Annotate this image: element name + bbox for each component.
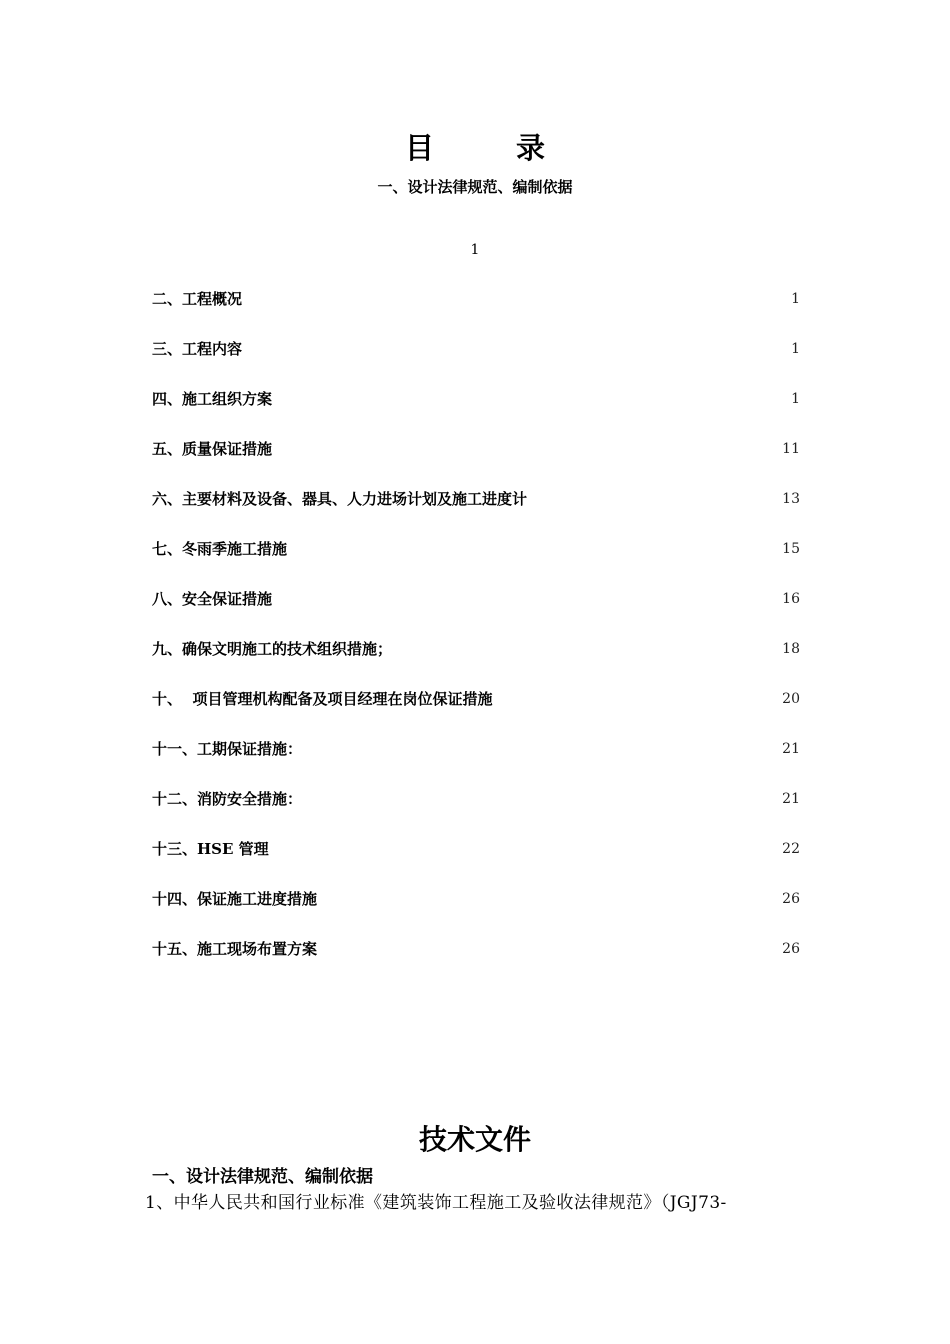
toc-entry[interactable] [152, 938, 800, 988]
toc-entry[interactable] [152, 638, 800, 688]
toc-entry-label: 二、工程概况 [152, 290, 243, 308]
toc-entry-page: 1 [791, 391, 800, 407]
toc-entry[interactable] [152, 338, 800, 388]
toc-entry-label: 十五、施工现场布置方案 [152, 940, 318, 958]
toc-entry-label: 六、主要材料及设备、器具、人力进场计划及施工进度计 [152, 490, 528, 508]
toc-entry-label: 十一、工期保证措施： [152, 740, 303, 758]
toc-list [152, 288, 800, 988]
toc-entry[interactable] [152, 688, 800, 738]
toc-entry-page: 11 [782, 441, 800, 457]
section-heading: 一、设计法律规范、编制依据 [152, 1167, 373, 1187]
toc-entry-page: 16 [782, 591, 800, 607]
toc-entry-page: 21 [782, 741, 800, 757]
toc-entry-1-label[interactable]: 一、设计法律规范、编制依据 [377, 178, 573, 196]
toc-entry[interactable] [152, 788, 800, 838]
toc-entry[interactable] [152, 538, 800, 588]
toc-entry-page: 26 [782, 941, 800, 957]
toc-entry-label: 十、 项目管理机构配备及项目经理在岗位保证措施 [152, 690, 493, 708]
toc-entry-label: 八、安全保证措施 [152, 590, 273, 608]
toc-entry[interactable] [152, 388, 800, 438]
toc-entry[interactable] [152, 488, 800, 538]
toc-entry-page: 1 [791, 291, 800, 307]
toc-entry-page: 15 [782, 541, 800, 557]
toc-entry-label: 十三、HSE 管理 [152, 840, 269, 858]
toc-entry-label: 三、工程内容 [152, 340, 243, 358]
toc-entry[interactable] [152, 738, 800, 788]
document-title: 技术文件 [418, 1123, 531, 1156]
toc-entry[interactable] [152, 838, 800, 888]
toc-entry-label: 九、确保文明施工的技术组织措施； [152, 640, 393, 658]
toc-entry-label: 七、冬雨季施工措施 [152, 540, 288, 558]
toc-entry-page: 21 [782, 791, 800, 807]
toc-entry-page: 18 [782, 641, 800, 657]
toc-entry-page: 26 [782, 891, 800, 907]
toc-entry-label: 十四、保证施工进度措施 [152, 890, 318, 908]
toc-entry[interactable] [152, 888, 800, 938]
paragraph: 1、中华人民共和国行业标准《建筑装饰工程施工及验收法律规范》（JGJ73- [145, 1193, 727, 1213]
toc-entry-page: 22 [782, 841, 800, 857]
toc-entry-page: 20 [782, 691, 800, 707]
toc-title: 目 录 [404, 131, 582, 165]
toc-entry-1-page: 1 [470, 242, 480, 258]
toc-entry[interactable] [152, 438, 800, 488]
toc-entry-page: 13 [782, 491, 800, 507]
toc-entry-label: 五、质量保证措施 [152, 440, 273, 458]
toc-entry-page: 1 [791, 341, 800, 357]
toc-entry[interactable] [152, 588, 800, 638]
toc-entry-label: 十二、消防安全措施： [152, 790, 303, 808]
toc-entry-label: 四、施工组织方案 [152, 390, 273, 408]
toc-entry[interactable] [152, 288, 800, 338]
